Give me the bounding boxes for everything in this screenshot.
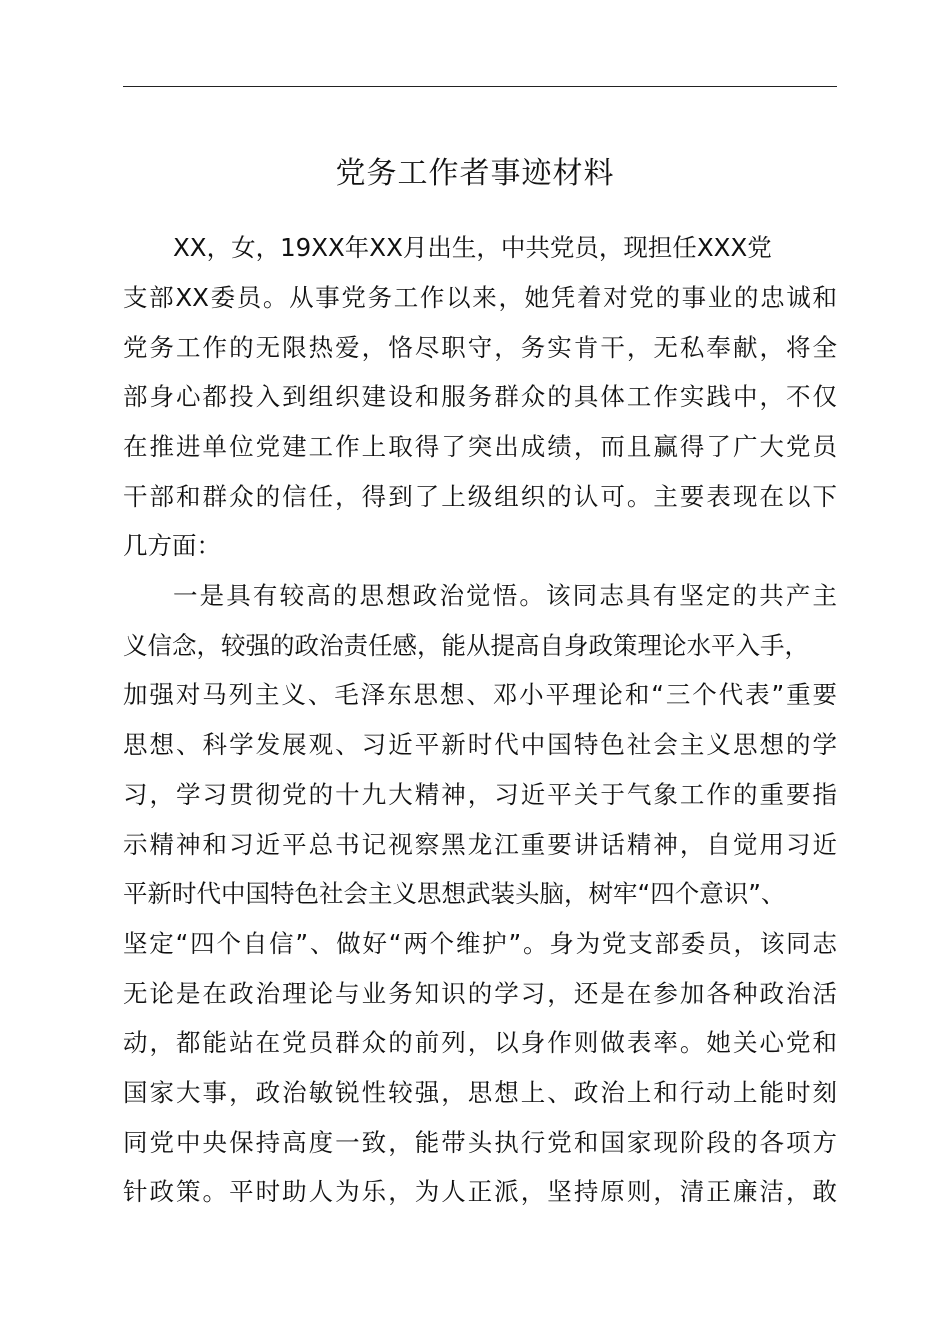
paragraph-line: 思想、科学发展观、习近平新时代中国特色社会主义思想的学 [123,730,837,759]
paragraph-line: 在推进单位党建工作上取得了突出成绩，而且赢得了广大党员 [123,432,837,461]
paragraph-line: 干部和群众的信任，得到了上级组织的认可。主要表现在以下 [123,482,837,511]
paragraph-line: 国家大事，政治敏锐性较强，思想上、政治上和行动上能时刻 [123,1078,837,1107]
document-title: 党务工作者事迹材料 [335,156,615,191]
paragraph-line: 习，学习贯彻党的十九大精神，习近平关于气象工作的重要指 [123,780,837,809]
paragraph-line: 义信念，较强的政治责任感，能从提高自身政策理论水平入手， [123,631,809,660]
paragraph-line: 无论是在政治理论与业务知识的学习，还是在参加各种政治活 [123,979,837,1008]
paragraph-line: 平新时代中国特色社会主义思想武装头脑，树牢“四个意识”、 [123,879,786,908]
paragraph-line: XX，女，19XX年XX月出生，中共党员，现担任XXX党 [173,233,772,262]
paragraph-line: 同党中央保持高度一致，能带头执行党和国家现阶段的各项方 [123,1128,837,1157]
paragraph-line: 部身心都投入到组织建设和服务群众的具体工作实践中，不仅 [123,382,837,411]
paragraph-line: 一是具有较高的思想政治觉悟。该同志具有坚定的共产主 [173,581,837,610]
paragraph-line: 坚定“四个自信”、做好“两个维护”。身为党支部委员，该同志 [123,929,837,958]
paragraph-line: 支部XX委员。从事党务工作以来，她凭着对党的事业的忠诚和 [123,283,837,312]
paragraph-line: 几方面： [123,531,221,560]
header-rule [123,86,837,87]
paragraph-line: 动，都能站在党员群众的前列，以身作则做表率。她关心党和 [123,1028,837,1057]
paragraph-line: 示精神和习近平总书记视察黑龙江重要讲话精神，自觉用习近 [123,830,837,859]
paragraph-line: 针政策。平时助人为乐，为人正派，坚持原则，清正廉洁，敢 [123,1177,837,1206]
paragraph-line: 加强对马列主义、毛泽东思想、邓小平理论和“三个代表”重要 [123,680,837,709]
paragraph-line: 党务工作的无限热爱，恪尽职守，务实肯干，无私奉献，将全 [123,333,837,362]
